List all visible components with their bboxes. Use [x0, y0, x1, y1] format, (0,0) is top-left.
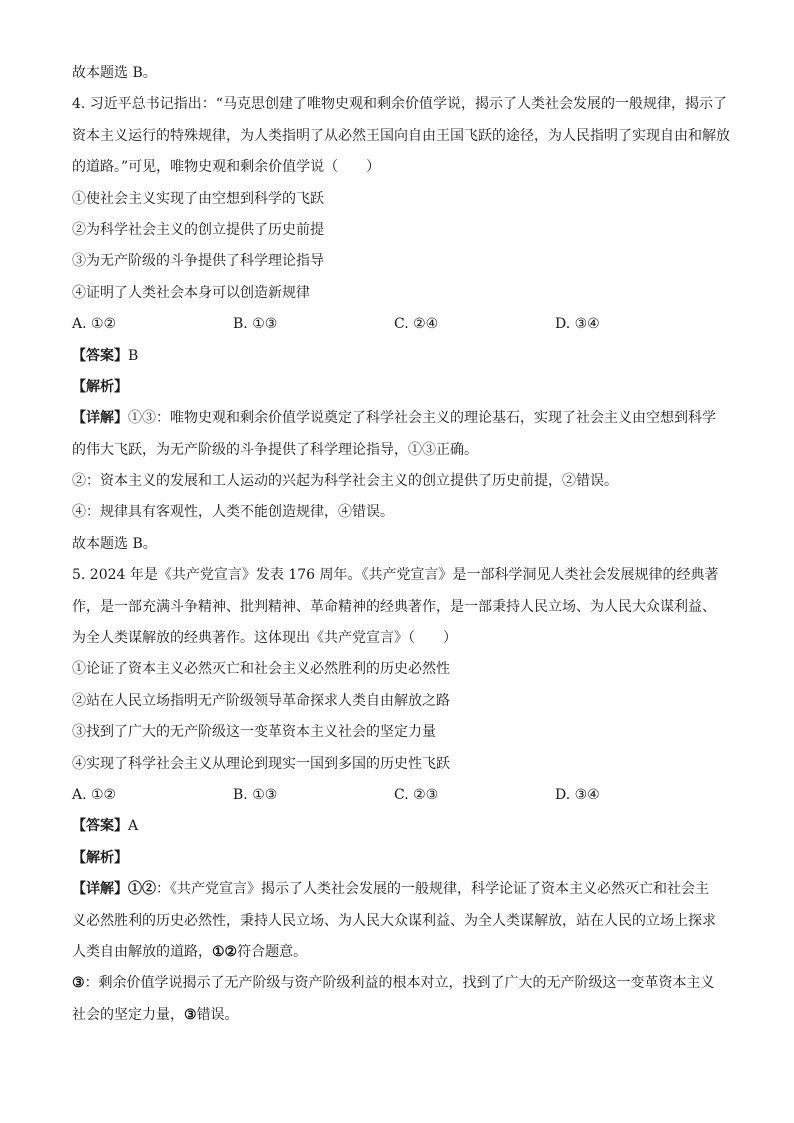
q4-detail-tag: 【详解】: [72, 410, 128, 427]
q4-statement-1: ①使社会主义实现了由空想到科学的飞跃: [72, 190, 324, 207]
q5-detail-marker: ①②: [128, 881, 156, 898]
q5-detail-line-3: [72, 941, 732, 963]
q5-analysis-tag: 【解析】: [72, 849, 128, 866]
q5-detail-line-5: [72, 1004, 732, 1026]
q5-statement-3: ③找到了广大的无产阶级这一变革资本主义社会的坚定力量: [72, 724, 436, 741]
q5-detail-marker-3b: ③: [184, 1006, 197, 1023]
q5-detail-marker-3a: ③: [72, 975, 85, 992]
q4-statement-2: ②为科学社会主义的创立提供了历史前提: [72, 221, 324, 238]
q4-conclusion: 故本题选 B。: [72, 535, 157, 552]
q5-option-d: D. ③④: [555, 786, 600, 803]
q4-answer-value: B: [128, 347, 139, 364]
q5-statement-4: ④实现了科学社会主义从理论到现实一国到多国的历史性飞跃: [72, 755, 450, 772]
q4-statement-3: ③为无产阶级的斗争提供了科学理论指导: [72, 253, 324, 270]
q4-options: [72, 313, 732, 335]
q4-detail-text-1: ①③：唯物史观和剩余价值学说奠定了科学社会主义的理论基石，实现了社会主义由空想到科学: [128, 410, 716, 427]
q5-detail-tag: 【详解】: [72, 881, 128, 898]
q5-detail-marker-12: ①②: [212, 943, 238, 960]
q4-answer: [72, 345, 732, 367]
q4-option-a: A. ①②: [72, 316, 117, 333]
q5-detail-text-4: ：剩余价值学说揭示了无产阶级与资产阶级利益的根本对立，找到了广大的无产阶级这一变革资本主义: [84, 975, 715, 992]
q4-stem-line-1: 4. 习近平总书记指出：“马克思创建了唯物史观和剩余价值学说，揭示了人类社会发展的一般规律，揭示了: [72, 96, 727, 113]
q5-detail-text-5b: 错误。: [196, 1006, 239, 1023]
q5-detail-line-2: 义必然胜利的历史必然性，秉持人民立场、为人民大众谋利益、为全人类谋解放，站在人民的立场上探求: [72, 912, 716, 929]
q5-answer: [72, 815, 732, 837]
q5-detail-text-3b: 符合题意。: [237, 943, 308, 960]
q5-stem-line-1: 5. 2024 年是《共产党宣言》发表 176 周年。《共产党宣言》是一部科学洞见人类社会发展规律的经典著: [72, 567, 719, 584]
q4-detail-line-3: ②：资本主义的发展和工人运动的兴起为科学社会主义的创立提供了历史前提，②错误。: [72, 473, 618, 490]
q4-detail-line-2: 的伟大飞跃，为无产阶级的斗争提供了科学理论指导，①③正确。: [72, 441, 478, 458]
q5-detail-text-5: 社会的坚定力量，: [72, 1006, 184, 1023]
q4-option-b: B. ①③: [233, 316, 278, 333]
q5-option-a: A. ①②: [72, 786, 117, 803]
q4-answer-tag: 【答案】: [72, 347, 128, 364]
q5-detail-line-4: [72, 972, 732, 994]
q5-options: [72, 784, 732, 806]
q5-option-c: C. ②③: [394, 786, 439, 803]
q5-statement-2: ②站在人民立场指明无产阶级领导革命探求人类自由解放之路: [72, 692, 450, 709]
q4-analysis-tag: 【解析】: [72, 378, 128, 395]
q5-stem-line-3: 为全人类谋解放的经典著作。这体现出《共产党宣言》（ ）: [72, 630, 457, 647]
q3-conclusion: 故本题选 B。: [72, 65, 157, 81]
document-page: [72, 62, 732, 1035]
q4-detail-line-4: ④：规律具有客观性，人类不能创造规律，④错误。: [72, 504, 394, 521]
q4-detail-line-1: [72, 407, 732, 429]
q4-statement-4: ④证明了人类社会本身可以创造新规律: [72, 284, 310, 301]
q4-stem-line-2: 资本主义运行的特殊规律，为人类指明了从必然王国向自由王国飞跃的途径，为人民指明了实现自由和解放: [72, 127, 730, 144]
q5-answer-tag: 【答案】: [72, 818, 128, 835]
q5-answer-value: A: [128, 818, 139, 835]
q4-option-c: C. ②④: [394, 316, 439, 333]
q5-detail-line-1: [72, 878, 732, 900]
q5-statement-1: ①论证了资本主义必然灭亡和社会主义必然胜利的历史必然性: [72, 661, 450, 678]
q5-detail-text-1: ：《共产党宣言》揭示了人类社会发展的一般规律，科学论证了资本主义必然灭亡和社会主: [156, 881, 709, 898]
q5-option-b: B. ①③: [233, 786, 278, 803]
q5-detail-text-3: 人类自由解放的道路，: [72, 943, 212, 960]
q4-stem-line-3: 的道路。”可见，唯物史观和剩余价值学说（ ）: [72, 159, 381, 176]
q5-stem-line-2: 作，是一部充满斗争精神、批判精神、革命精神的经典著作，是一部秉持人民立场、为人民大众谋利益、: [72, 598, 716, 615]
q4-option-d: D. ③④: [555, 316, 600, 333]
